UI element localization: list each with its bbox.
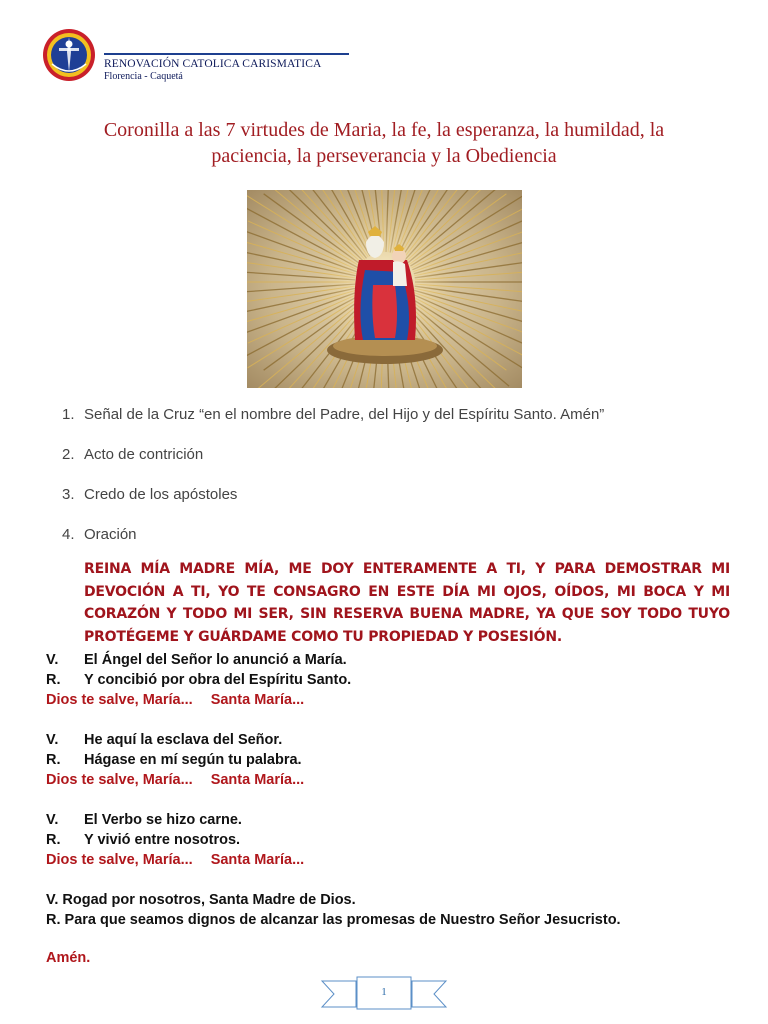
- versicle-tag: V.: [46, 812, 59, 828]
- step-number: 2.: [62, 446, 75, 463]
- versicle-line: [46, 730, 736, 750]
- organization-logo: [42, 28, 96, 82]
- response-text: Y vivió entre nosotros.: [84, 832, 241, 848]
- hail-mary-line: [46, 690, 736, 710]
- organization-name: RENOVACIÓN CATOLICA CARISMATICA: [104, 58, 322, 70]
- amen-text: Amén.: [46, 950, 91, 966]
- response-tag: R.: [46, 832, 61, 848]
- angelus-verse-3: [46, 810, 736, 870]
- hail-mary-line: [46, 850, 736, 870]
- step-number: 4.: [62, 526, 75, 543]
- holy-mary-text: Santa María...: [210, 772, 305, 788]
- organization-info: [104, 53, 349, 82]
- step-text: Señal de la Cruz “en el nombre del Padre, del Hijo y del Espíritu Santo. Amén”: [84, 406, 605, 423]
- hail-mary-text: Dios te salve, María...: [46, 692, 193, 708]
- holy-mary-text: Santa María...: [210, 692, 305, 708]
- versicle-tag: V.: [46, 652, 59, 668]
- response-tag: R.: [46, 752, 61, 768]
- virgin-mary-statue-icon: [247, 190, 522, 388]
- prayer-steps-list: [62, 403, 752, 563]
- closing-versicle: V. Rogad por nosotros, Santa Madre de Dios.: [46, 892, 356, 908]
- versicle-line: [46, 650, 736, 670]
- angelus-verse-1: [46, 650, 736, 710]
- versicle-tag: V.: [46, 732, 59, 748]
- response-tag: R.: [46, 672, 61, 688]
- closing-verse: [46, 890, 736, 930]
- page-title: [40, 117, 728, 169]
- title-line-2: paciencia, la perseverancia y la Obediencia: [211, 145, 557, 167]
- title-line-1: Coronilla a las 7 virtudes de Maria, la fe, la esperanza, la humildad, la: [103, 119, 665, 141]
- virgin-mary-image: [247, 190, 522, 388]
- hail-mary-line: [46, 770, 736, 790]
- response-line: [46, 830, 736, 850]
- response-text: Y concibió por obra del Espíritu Santo.: [84, 672, 352, 688]
- versicle-text: El Verbo se hizo carne.: [84, 812, 242, 828]
- list-item: [62, 443, 752, 483]
- step-text: Credo de los apóstoles: [84, 486, 238, 503]
- versicle-line: [46, 810, 736, 830]
- document-header: [42, 28, 352, 82]
- page-number: 1: [381, 986, 387, 998]
- header-rule: [104, 53, 349, 55]
- list-item: [62, 403, 752, 443]
- versicle-text: He aquí la esclava del Señor.: [84, 732, 283, 748]
- list-item: [62, 483, 752, 523]
- list-item: [62, 523, 752, 563]
- consecration-prayer: REINA MÍA MADRE MÍA, ME DOY ENTERAMENTE A TI, Y PARA DEMOSTRAR MI DEVOCIÓN A TI, YO TE CONSAGRO EN ESTE DÍA MI OJOS, OÍDOS, MI BOCA Y MI CORAZÓN Y TODO MI SER, SIN RESERVA BUENA MADRE, YA QUE SOY TODO TUYO PROTÉGEME Y GUÁRDAME COMO TU PROPIEDAD Y POSESIÓN.: [84, 561, 730, 645]
- hail-mary-text: Dios te salve, María...: [46, 852, 193, 868]
- response-line: [46, 750, 736, 770]
- organization-city: Florencia - Caquetá: [104, 71, 183, 82]
- holy-mary-text: Santa María...: [210, 852, 305, 868]
- angelus-verse-2: [46, 730, 736, 790]
- response-line: [46, 670, 736, 690]
- response-text: Hágase en mí según tu palabra.: [84, 752, 302, 768]
- step-number: 3.: [62, 486, 75, 503]
- versicle-text: El Ángel del Señor lo anunció a María.: [84, 652, 347, 668]
- step-text: Acto de contrición: [84, 446, 204, 463]
- closing-response: R. Para que seamos dignos de alcanzar las promesas de Nuestro Señor Jesucristo.: [46, 912, 621, 928]
- step-number: 1.: [62, 406, 75, 423]
- hail-mary-text: Dios te salve, María...: [46, 772, 193, 788]
- step-text: Oración: [84, 526, 137, 543]
